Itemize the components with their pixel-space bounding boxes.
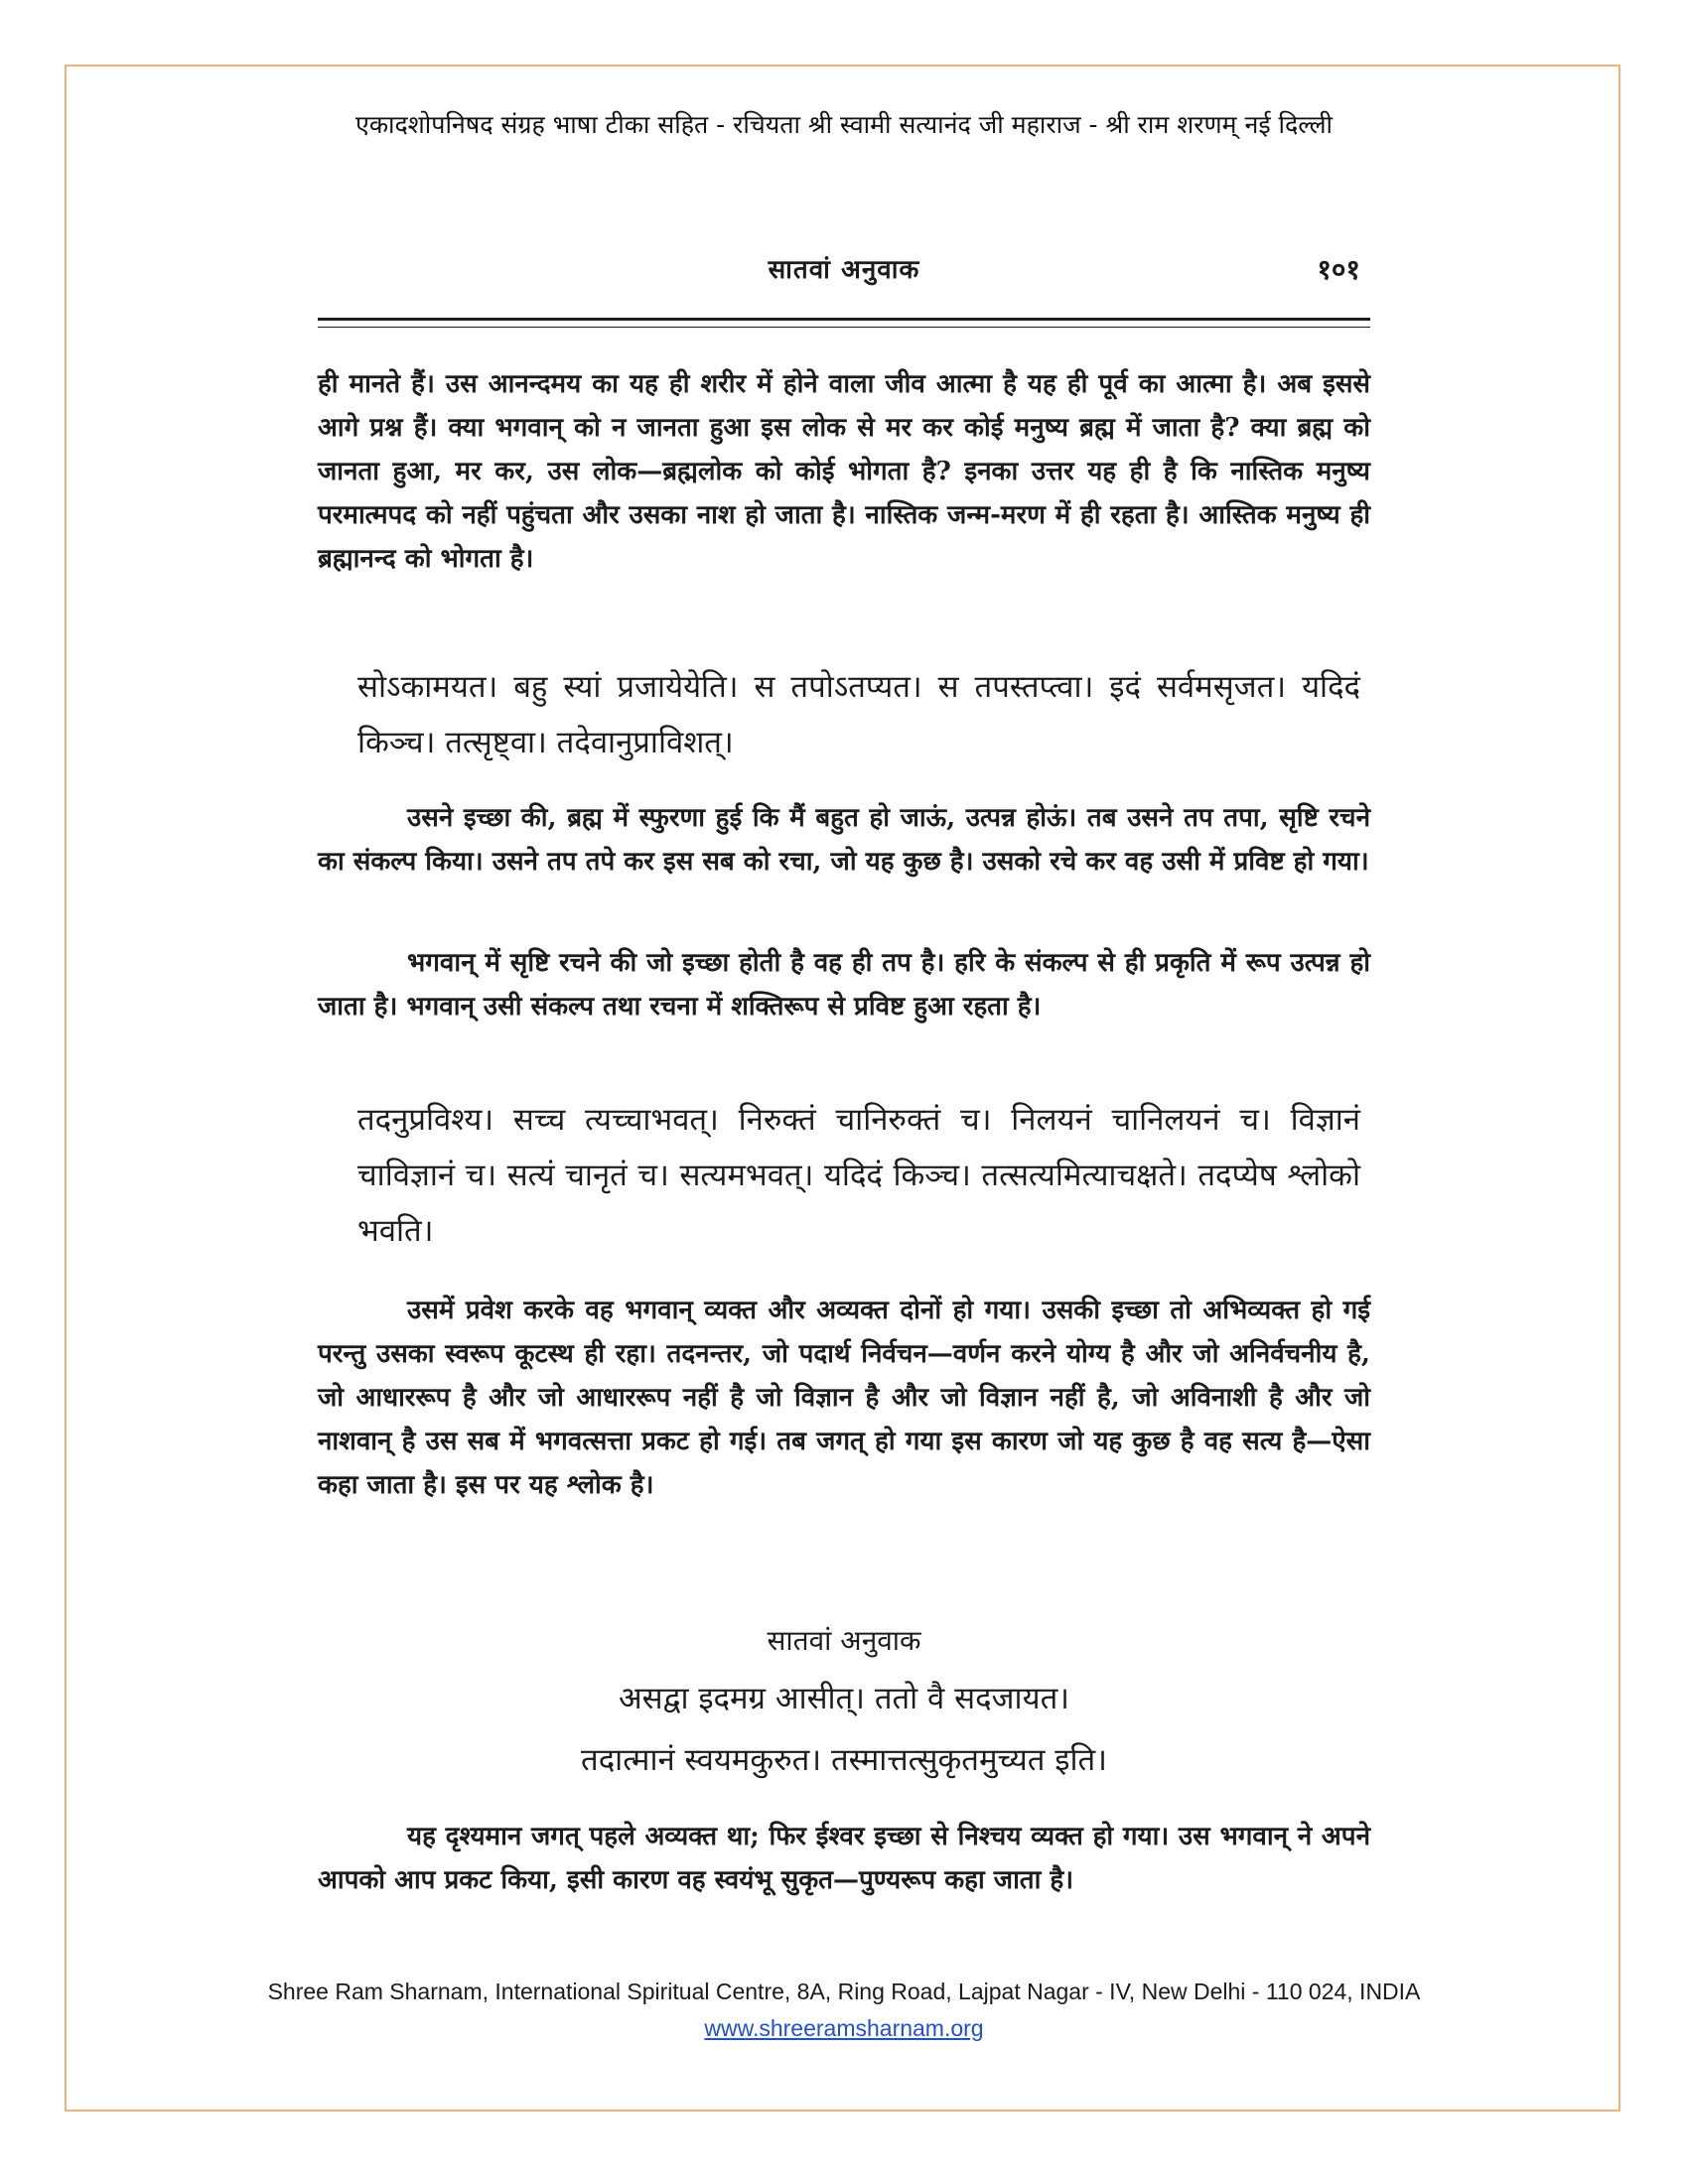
verse-2: तदनुप्रविश्य। सच्च त्यच्चाभवत्। निरुक्तं चानिरुक्तं च। निलयनं चानिलयनं च। विज्ञानं चाविज्ञानं च। सत्यं चानृतं च। सत्यमभवत्। यदिदं किञ्च। तत्सत्यमित्याचक्षते। तदप्येष श्लोको भवति। bbox=[357, 1102, 1360, 1249]
scanned-page bbox=[298, 238, 1390, 1946]
header-rule-thick bbox=[318, 318, 1370, 321]
page-number: १०१ bbox=[1317, 253, 1360, 286]
running-head bbox=[298, 250, 1390, 290]
verse-1: सोऽकामयत। बहु स्यां प्रजायेयेति। स तपोऽतप्यत। स तपस्तप्त्वा। इदं सर्वमसृजत। यदिदं किञ्च। तत्सृष्ट्वा। तदेवानुप्राविशत्। bbox=[357, 669, 1360, 760]
paragraph-2: उसने इच्छा की, ब्रह्म में स्फुरणा हुई कि मैं बहुत हो जाऊं, उत्पन्न होऊं। तब उसने तप तपा, सृष्टि रचने का संकल्प किया। उसने तप तपे कर इस सब को रचा, जो यह कुछ है। उसको रचे कर वह उसी में प्रविष्ट हो गया। bbox=[318, 803, 1370, 877]
verse-3-line-1: असद्वा इदमग्र आसीत्। ततो वै सदजायत। bbox=[618, 1681, 1069, 1716]
footer-address: Shree Ram Sharnam, International Spiritual Centre, 8A, Ring Road, Lajpat Nagar - IV, New Delhi - 110 024, INDIA bbox=[267, 1979, 1421, 2004]
paragraph-3: भगवान् में सृष्टि रचने की जो इच्छा होती है वह ही तप है। हरि के संकल्प से ही प्रकृति में रूप उत्पन्न हो जाता है। भगवान् उसी संकल्प तथा रचना में शक्तिरूप से प्रविष्ट हुआ रहता है। bbox=[318, 948, 1370, 1022]
paragraph-1: ही मानते हैं। उस आनन्दमय का यह ही शरीर में होने वाला जीव आत्मा है यह ही पूर्व का आत्मा है। अब इससे आगे प्रश्न हैं। क्या भगवान् को न जानता हुआ इस लोक से मर कर कोई मनुष्य ब्रह्म में जाता है? क्या ब्रह्म को जानता हुआ, मर कर, उस लोक—ब्रह्मलोक को कोई भोगता है? इनका उत्तर यह ही है कि नास्तिक मनुष्य परमात्मपद को नहीं पहुंचता और उसका नाश हो जाता है। नास्तिक जन्म-मरण में ही रहता है। आस्तिक मनुष्य ही ब्रह्मानन्द को भोगता है। bbox=[318, 369, 1370, 574]
document-header: एकादशोपनिषद संग्रह भाषा टीका सहित - रचियता श्री स्वामी सत्यानंद जी महाराज - श्री राम शरणम् नई दिल्ली bbox=[355, 110, 1333, 139]
paragraph-4: उसमें प्रवेश करके वह भगवान् व्यक्त और अव्यक्त दोनों हो गया। उसकी इच्छा तो अभिव्यक्त हो गई परन्तु उसका स्वरूप कूटस्थ ही रहा। तदनन्तर, जो पदार्थ निर्वचन—वर्णन करने योग्य है और जो अनिर्वचनीय है, जो आधाररूप है और जो आधाररूप नहीं है जो विज्ञान है और जो विज्ञान नहीं है, जो अविनाशी है और जो नाशवान् है उस सब में भगवत्सत्ता प्रकट हो गई। तब जगत् हो गया इस कारण जो यह कुछ है वह सत्य है—ऐसा कहा जाता है। इस पर यह श्लोक है। bbox=[318, 1296, 1370, 1500]
verse-3-line-2: तदात्मानं स्वयमकुरुत। तस्मात्तत्सुकृतमुच्यत इति। bbox=[581, 1742, 1107, 1778]
website-link[interactable]: www.shreeramsharnam.org bbox=[704, 2015, 984, 2041]
running-head-title: सातवां अनुवाक bbox=[768, 255, 920, 285]
header-rule-thin bbox=[318, 327, 1370, 328]
footer-website bbox=[0, 2015, 1688, 2042]
paragraph-5: यह दृश्यमान जगत् पहले अव्यक्त था; फिर ईश्वर इच्छा से निश्चय व्यक्त हो गया। उस भगवान् ने अपने आपको आप प्रकट किया, इसी कारण वह स्वयंभू सुकृत—पुण्यरूप कहा जाता है। bbox=[318, 1822, 1370, 1895]
section-title: सातवां अनुवाक bbox=[767, 1624, 921, 1657]
